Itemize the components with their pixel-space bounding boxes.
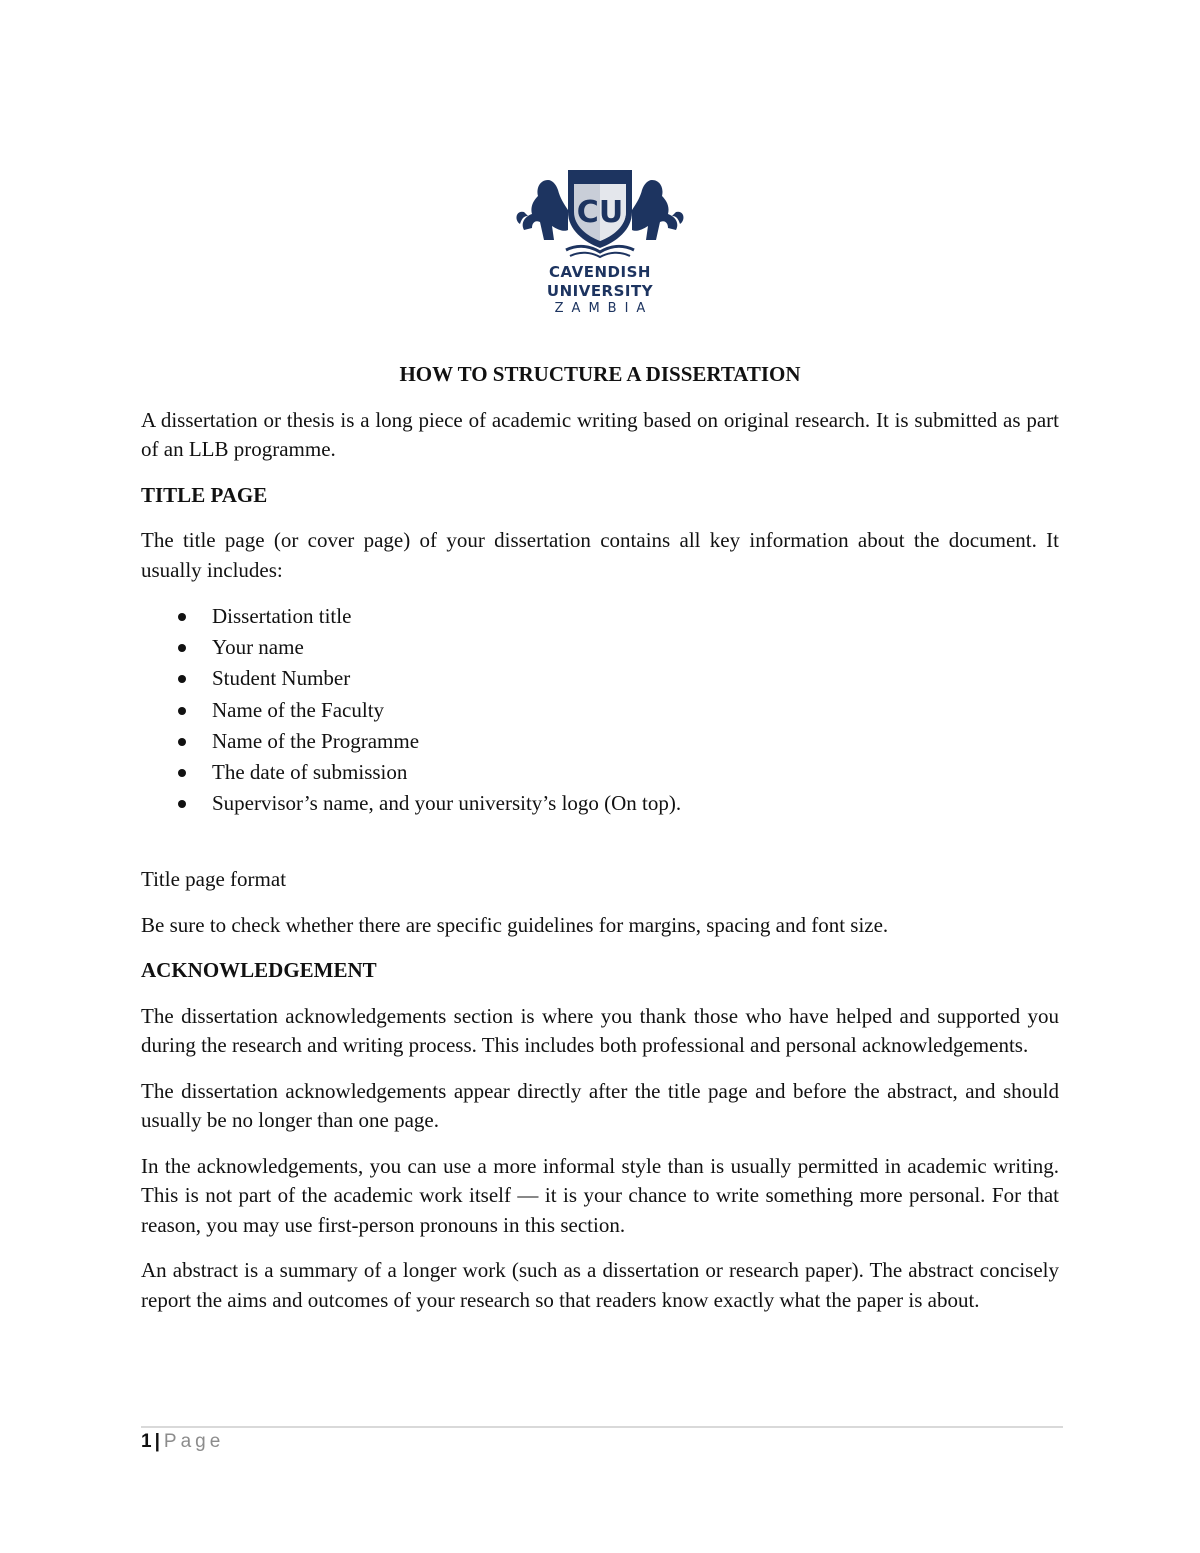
section-heading-acknowledgement: ACKNOWLEDGEMENT bbox=[141, 958, 377, 983]
abstract-paragraph: An abstract is a summary of a longer work (such as a dissertation or research paper). The abstract concisely report the aims and outcomes of your research so that readers know exactly what the paper is about. bbox=[141, 1258, 1059, 1312]
acknowledgement-paragraph: The dissertation acknowledgements appear directly after the title page and before the abstract, and should usually be no longer than one page. bbox=[141, 1078, 1059, 1133]
university-crest-icon bbox=[510, 150, 690, 260]
list-item-text: Name of the Faculty bbox=[212, 697, 385, 722]
bullet-icon bbox=[178, 738, 186, 746]
page-number: 1 bbox=[141, 1431, 152, 1452]
title-page-list bbox=[141, 601, 1059, 819]
logo-line-zambia: ZAMBIA bbox=[554, 301, 654, 316]
list-item-text: Name of the Programme bbox=[212, 728, 420, 753]
list-item-text: Your name bbox=[212, 635, 304, 660]
bullet-icon bbox=[178, 613, 186, 621]
bullet-icon bbox=[178, 707, 186, 715]
svg-text:CU: CU bbox=[576, 195, 624, 230]
list-item bbox=[141, 601, 1059, 632]
list-item-text: Supervisor’s name, and your university’s logo (On top). bbox=[212, 791, 682, 816]
title-page-format-text: Be sure to check whether there are specific guidelines for margins, spacing and font size. bbox=[141, 912, 889, 937]
list-item bbox=[141, 632, 1059, 663]
document-body bbox=[141, 360, 1059, 1331]
list-item-text: The date of submission bbox=[212, 760, 408, 785]
list-item bbox=[141, 726, 1059, 757]
list-item bbox=[141, 788, 1059, 819]
acknowledgement-paragraph: The dissertation acknowledgements section is where you thank those who have helped and supported you during the research and writing process. This includes both professional and personal acknowledgements. bbox=[141, 1003, 1059, 1058]
title-page-format-label: Title page format bbox=[141, 867, 287, 892]
list-item bbox=[141, 757, 1059, 788]
title-page-paragraph: The title page (or cover page) of your dissertation contains all key information about the document. It usually includes: bbox=[141, 528, 1059, 582]
list-item-text: Student Number bbox=[212, 666, 351, 691]
footer-divider bbox=[141, 1426, 1063, 1428]
page-label: Page bbox=[163, 1431, 225, 1452]
section-heading-title-page: TITLE PAGE bbox=[141, 482, 268, 507]
list-item-text: Dissertation title bbox=[212, 604, 352, 628]
footer-separator: | bbox=[154, 1431, 160, 1452]
logo-line-cavendish: CAVENDISH bbox=[549, 263, 651, 281]
acknowledgement-paragraph: In the acknowledgements, you can use a more informal style than is usually permitted in academic writing. This is not part of the academic work itself — it is your chance to write something more personal. For that reason, you may use first-person pronouns in this section. bbox=[141, 1153, 1059, 1237]
list-item bbox=[141, 663, 1059, 694]
bullet-icon bbox=[178, 800, 186, 808]
bullet-icon bbox=[178, 769, 186, 777]
bullet-icon bbox=[178, 675, 186, 683]
logo-line-university: UNIVERSITY bbox=[546, 282, 654, 300]
page-footer bbox=[141, 1431, 224, 1453]
list-item bbox=[141, 695, 1059, 726]
intro-paragraph: A dissertation or thesis is a long piece of academic writing based on original research. It is submitted as part of an LLB programme. bbox=[141, 407, 1059, 461]
spacer bbox=[141, 835, 1059, 865]
bullet-icon bbox=[178, 644, 186, 652]
document-title: HOW TO STRUCTURE A DISSERTATION bbox=[399, 362, 801, 386]
university-logo bbox=[510, 150, 690, 320]
